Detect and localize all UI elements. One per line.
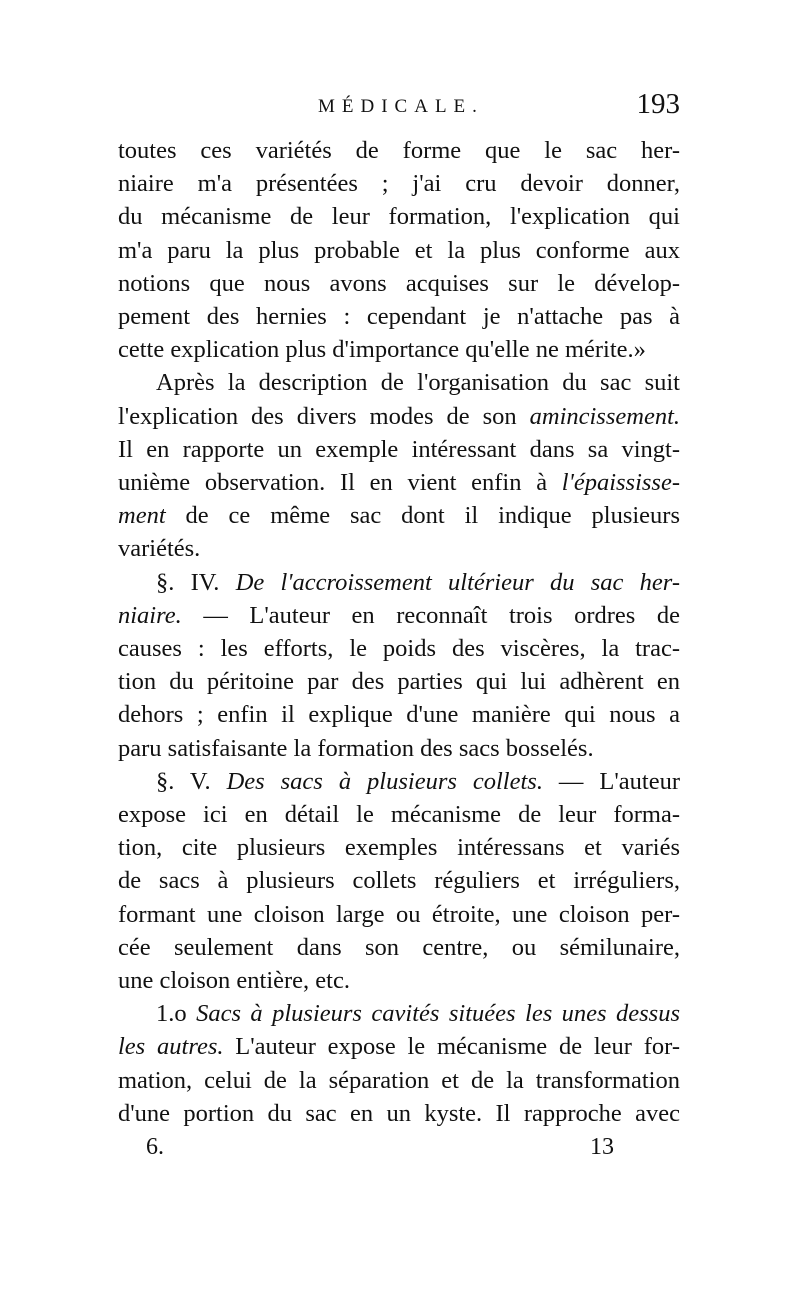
sheet-number: 13 [590, 1134, 614, 1161]
italic-text: niaire. [118, 601, 182, 629]
text-segment: L'auteur expose le mécanisme de leur for- [223, 1033, 680, 1061]
text-segment: dehors ; enfin il explique d'une manière qui nous a [118, 701, 680, 729]
text-segment: paru satisfaisante la formation des sacs bosselés. [118, 734, 594, 762]
text-segment: toutes ces variétés de forme que le sac her- [118, 137, 680, 164]
text-segment: — L'auteur en reconnaît trois ordres de [181, 601, 680, 629]
italic-text: Des sacs à plusieurs collets. [226, 767, 543, 795]
text-line [118, 931, 680, 964]
running-title: MÉDICALE. [318, 96, 484, 117]
text-line [118, 964, 680, 997]
text-segment: — L'auteur [542, 767, 681, 795]
text-segment: mation, celui de la séparation et de la transformation [118, 1066, 680, 1094]
text-segment: cette explication plus d'importance qu'elle ne mérite.» [118, 336, 646, 364]
italic-text: les autres. [118, 1033, 224, 1061]
text-segment: d'une portion du sac en un kyste. Il rapproche avec [118, 1099, 680, 1127]
text-line [118, 698, 680, 731]
text-line [118, 433, 680, 466]
text-segment: du mécanisme de leur formation, l'explication qui [118, 203, 680, 231]
text-line [118, 798, 680, 831]
text-segment: notions que nous avons acquises sur le dévelop- [118, 269, 680, 297]
italic-text: De l'accroissement ultérieur du sac her- [235, 568, 680, 596]
text-segment: unième observation. Il en vient enfin à [118, 469, 562, 497]
italic-text: amincissement. [529, 402, 680, 430]
text-line [118, 566, 680, 599]
text-segment: §. V. [156, 767, 227, 795]
text-segment: §. IV. [156, 568, 236, 596]
text-segment: expose ici en détail le mécanisme de leur forma- [118, 801, 680, 829]
text-line [118, 400, 680, 433]
italic-text: l'épaississe- [561, 469, 680, 497]
text-line [118, 134, 680, 167]
text-segment: variétés. [118, 535, 201, 563]
text-segment: m'a paru la plus probable et la plus conforme aux [118, 236, 680, 264]
text-segment: Après la description de l'organisation du sac suit [156, 369, 680, 397]
text-line [118, 732, 680, 765]
text-segment: de sacs à plusieurs collets réguliers et irréguliers, [118, 867, 680, 895]
text-segment: Il en rapporte un exemple intéressant dans sa vingt- [118, 435, 680, 463]
text-line [118, 1064, 680, 1097]
page-number: 193 [636, 88, 680, 120]
text-segment: cée seulement dans son centre, ou sémilunaire, [118, 933, 680, 961]
text-line [118, 333, 680, 366]
italic-text: ment [118, 502, 166, 530]
text-line [118, 1030, 680, 1063]
text-line [118, 366, 680, 399]
text-segment: pement des hernies : cependant je n'attache pas à [118, 303, 680, 331]
text-line [118, 499, 680, 532]
italic-text: Sacs à plusieurs cavités situées les unes dessus [196, 1000, 680, 1028]
text-line [118, 167, 680, 200]
text-segment: causes : les efforts, le poids des viscères, la trac- [118, 635, 680, 663]
text-line [118, 665, 680, 698]
text-line [118, 898, 680, 931]
book-page [118, 88, 681, 1168]
text-line [118, 831, 680, 864]
text-line [118, 632, 680, 665]
text-segment: de ce même sac dont il indique plusieurs [165, 502, 680, 530]
text-line [118, 599, 680, 632]
text-segment: tion, cite plusieurs exemples intéressans et variés [118, 834, 680, 862]
text-line [118, 864, 680, 897]
text-line [118, 300, 680, 333]
text-segment: une cloison entière, etc. [118, 967, 350, 995]
text-segment: l'explication des divers modes de son [118, 402, 530, 430]
signature-mark: 6. [146, 1134, 164, 1161]
page-header [118, 88, 680, 134]
text-line [118, 200, 680, 233]
text-line [118, 1097, 680, 1130]
text-segment: 1.o [156, 1000, 197, 1028]
text-line [118, 234, 680, 267]
body-text [118, 134, 680, 1130]
text-segment: tion du péritoine par des parties qui lui adhèrent en [118, 668, 680, 696]
text-segment: niaire m'a présentées ; j'ai cru devoir donner, [118, 170, 680, 198]
text-line [118, 765, 680, 798]
text-line [118, 267, 680, 300]
text-segment: formant une cloison large ou étroite, une cloison per- [118, 900, 680, 928]
text-line [118, 532, 680, 565]
text-line [118, 466, 680, 499]
text-line [118, 997, 680, 1030]
page-footer [118, 1134, 680, 1168]
